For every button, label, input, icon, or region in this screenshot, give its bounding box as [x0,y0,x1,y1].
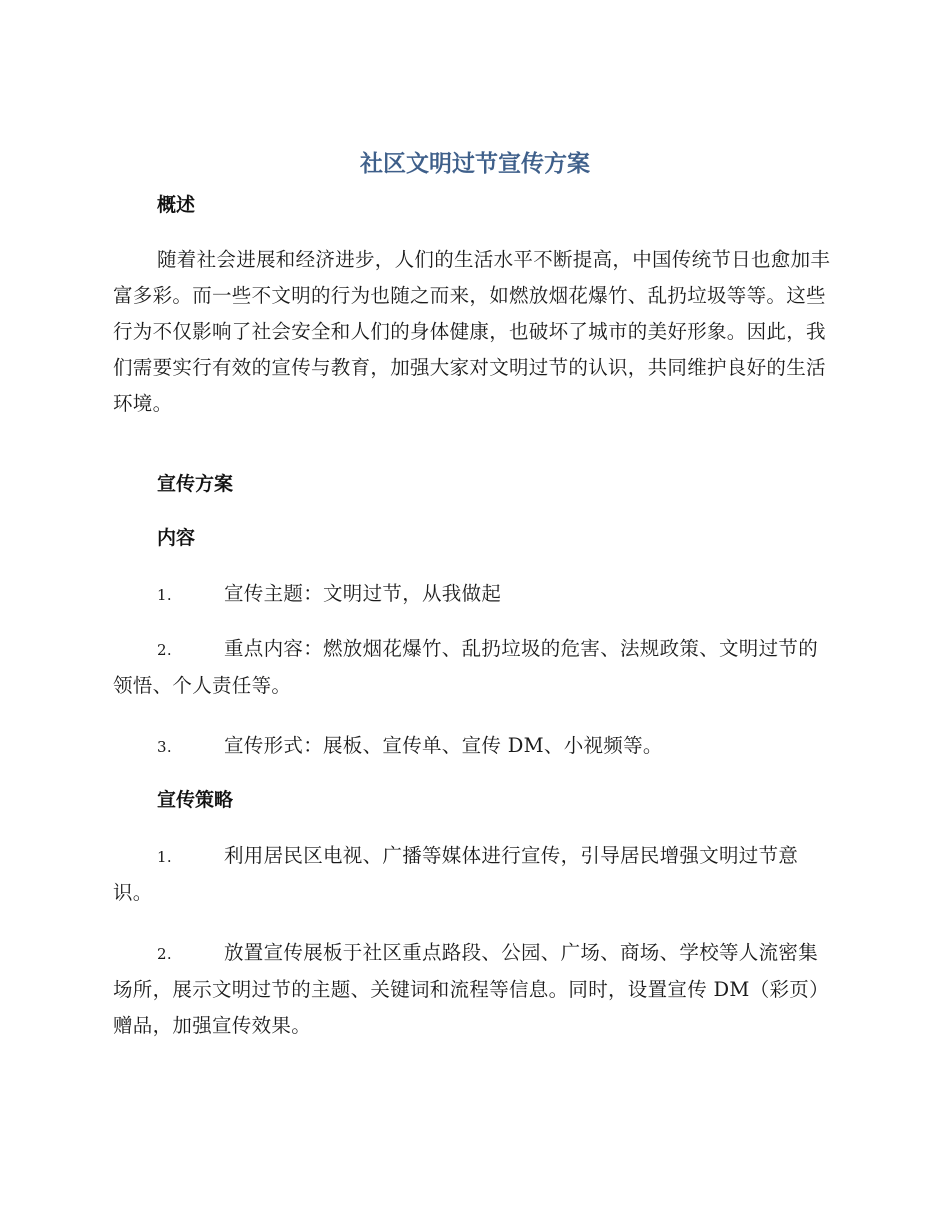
list-item [113,728,837,765]
list-item-number: 1. [157,586,172,604]
section-heading-plan: 宣传方案 [157,473,234,495]
list-item-number: 2. [157,641,172,659]
list-item-text: 利用居民区电视、广播等媒体进行宣传，引导居民增强文明过节意识。 [113,844,799,904]
list-item-number: 3. [157,738,172,756]
list-item-text: 放置宣传展板于社区重点路段、公园、广场、商场、学校等人流密集场所，展示文明过节的主题、关键词和流程等信息。同时，设置宣传 DM（彩页）赠品，加强宣传效果。 [113,941,829,1037]
list-item [113,631,837,704]
section-heading-overview: 概述 [157,194,196,216]
section-heading-strategy: 宣传策略 [157,789,234,811]
overview-paragraph: 随着社会进展和经济进步，人们的生活水平不断提高，中国传统节日也愈加丰富多彩。而一些不文明的行为也随之而来，如燃放烟花爆竹、乱扔垃圾等等。这些行为不仅影响了社会安全和人们的身体健康，也破坏了城市的美好形象。因此，我们需要实行有效的宣传与教育，加强大家对文明过节的认识，共同维护良好的生活环境。 [113,248,831,415]
list-item [113,838,837,911]
list-item-text: 宣传主题：文明过节，从我做起 [224,582,502,605]
section-heading-content: 内容 [157,527,196,549]
list-item-number: 2. [157,945,172,963]
list-item-text: 宣传形式：展板、宣传单、宣传 DM、小视频等。 [224,734,663,757]
list-item [113,576,837,613]
list-item [113,935,837,1044]
list-item-number: 1. [157,848,172,866]
page-title: 社区文明过节宣传方案 [360,151,590,177]
list-item-text: 重点内容：燃放烟花爆竹、乱扔垃圾的危害、法规政策、文明过节的领悟、个人责任等。 [113,637,819,697]
